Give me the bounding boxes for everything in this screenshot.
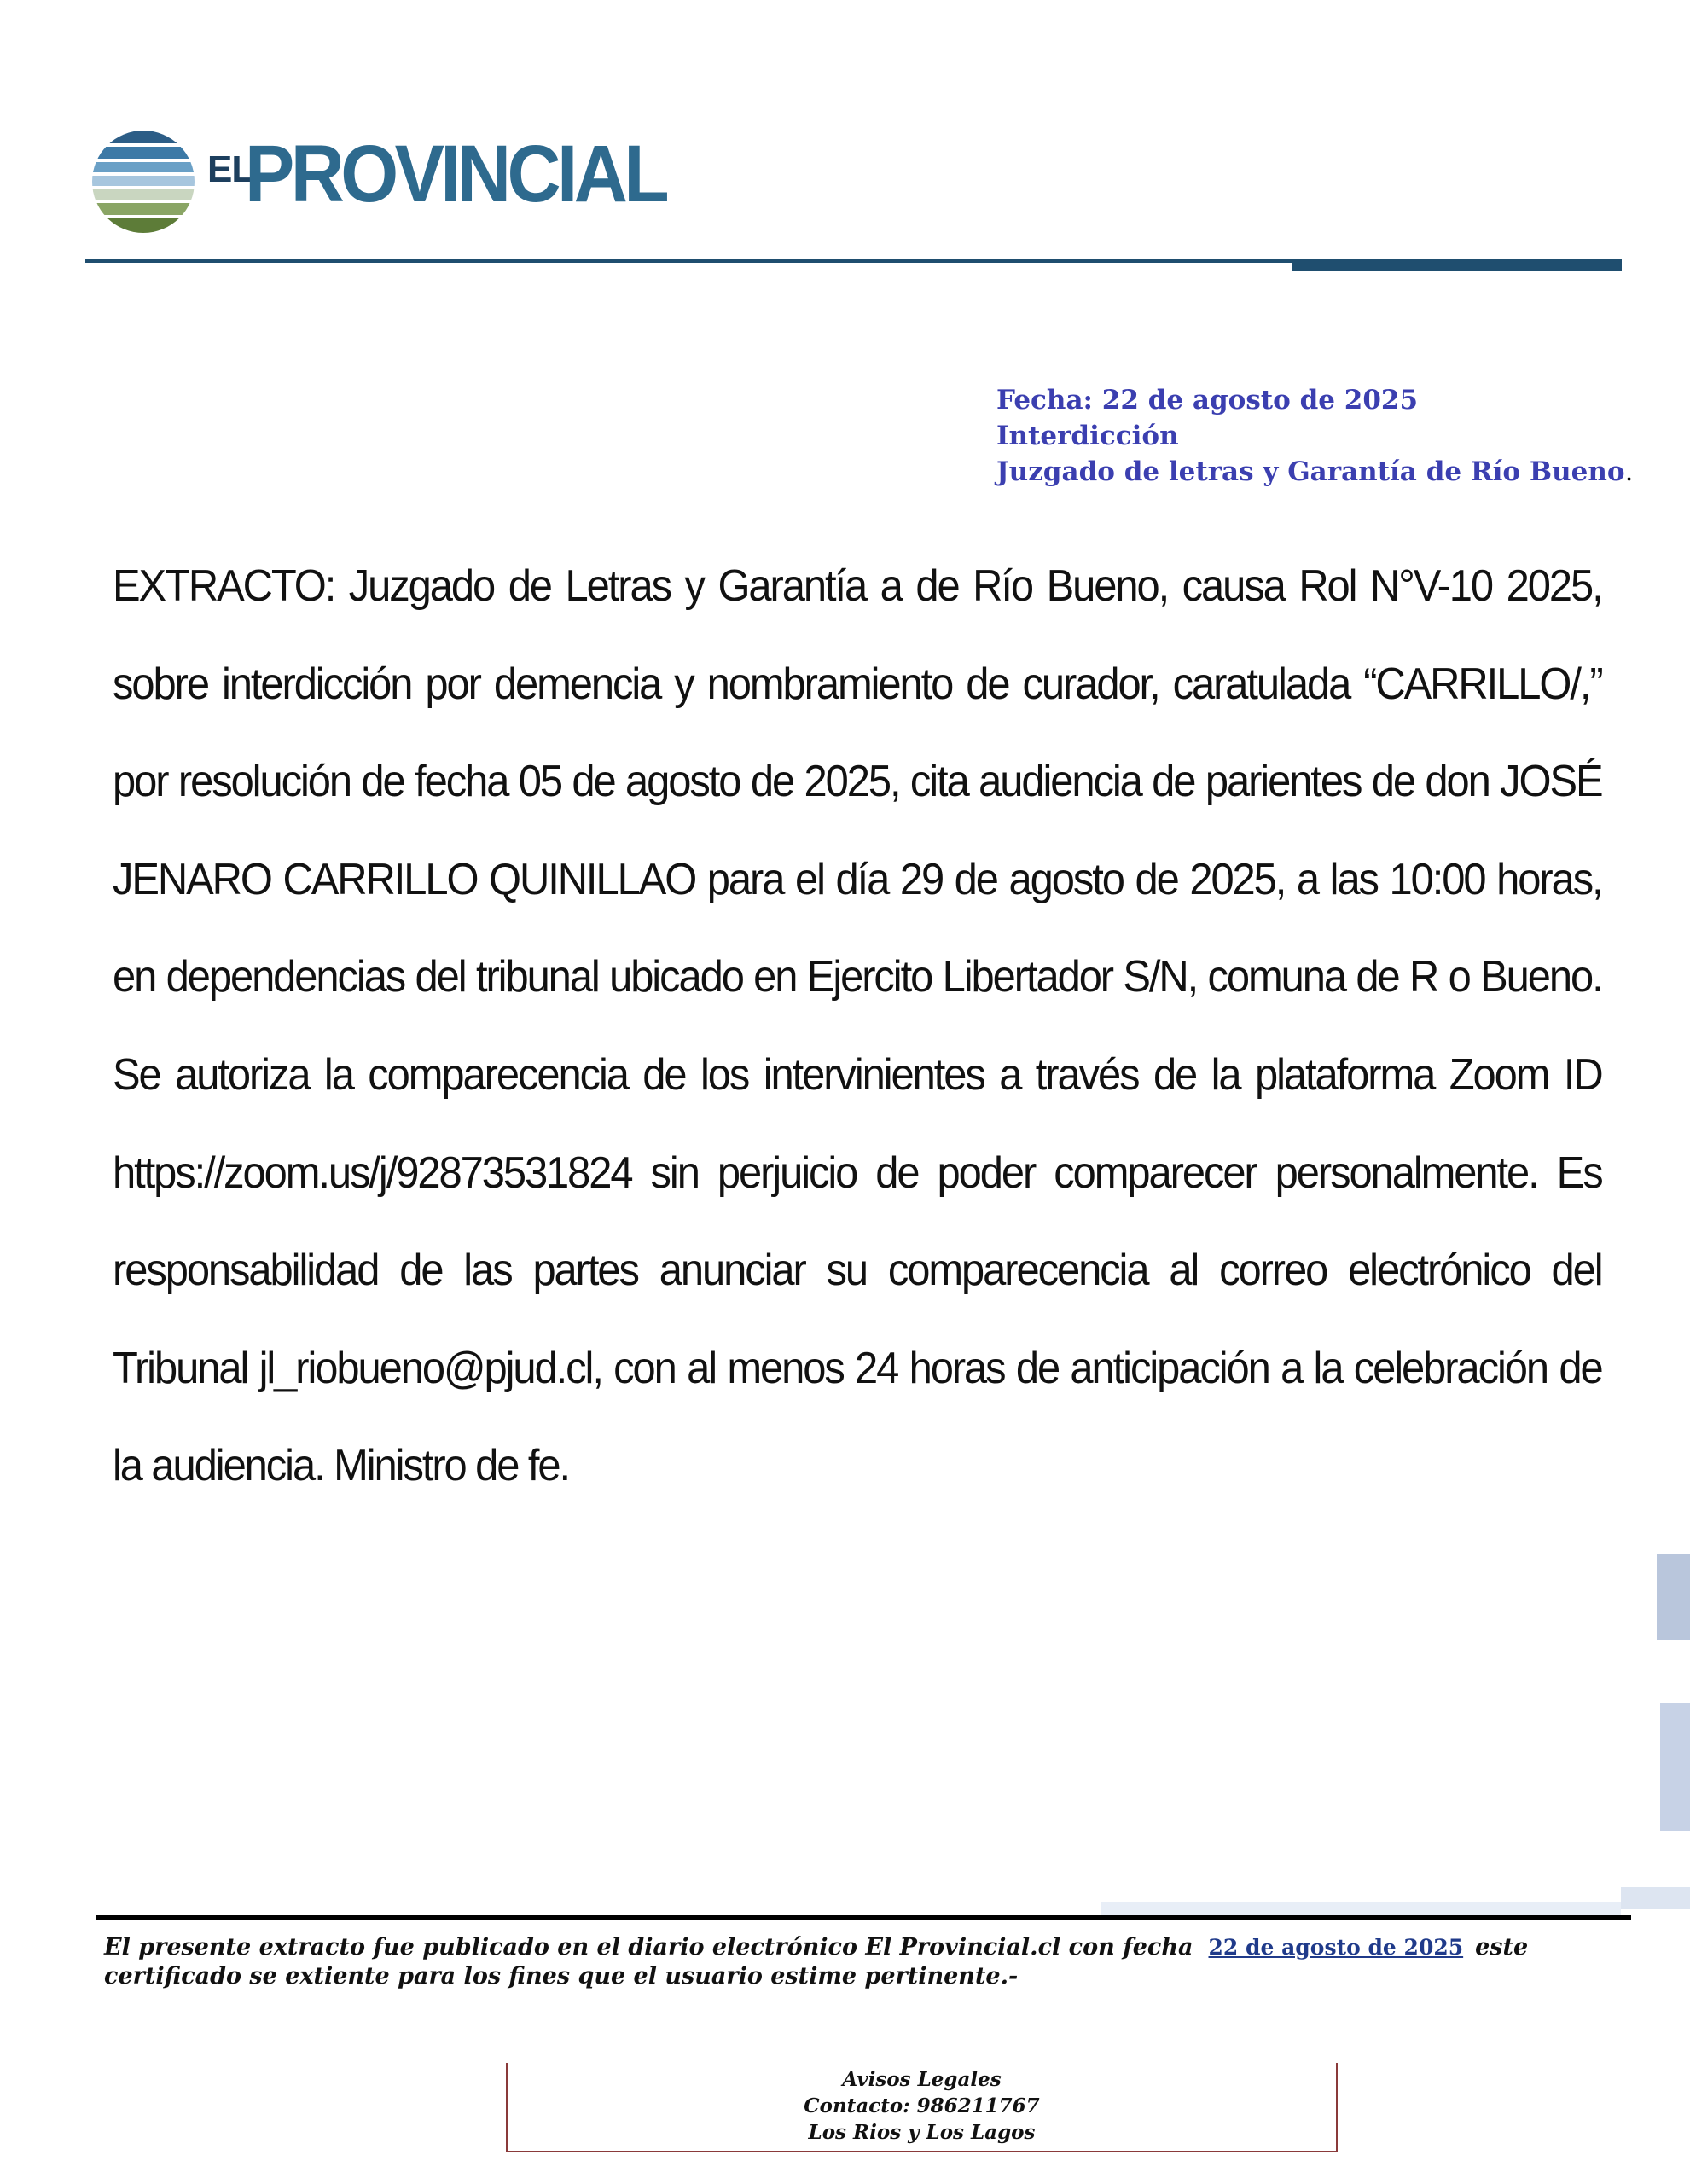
- logo-prefix: EL: [207, 148, 254, 190]
- notice-subject: Interdicción: [996, 421, 1179, 451]
- publication-date: 22 de agosto de 2025: [1208, 1935, 1464, 1960]
- el-provincial-logo: [90, 126, 670, 237]
- decorative-side-bar: [1660, 1703, 1690, 1831]
- publication-certificate: El presente extracto fue publicado en el diario electrónico El Provincial.cl con fecha 22 de agosto de 2025 este certificado se extiente para los fines que el usuario estime pertinente.-: [104, 1934, 1529, 1989]
- footer-divider: [96, 1915, 1631, 1920]
- globe-logo-icon: [90, 128, 197, 235]
- notice-date: Fecha: 22 de agosto de 2025: [996, 385, 1419, 415]
- legal-extract-text: EXTRACTO: Juzgado de Letras y Garantía a de Río Bueno, causa Rol N°V-10 2025, sobre interdicción por demencia y nombramiento de curador, caratulada “CARRILLO/,” por resolución de fecha 05 de agosto de 2025, cita audiencia de parientes de don JOSÉ JENARO CARRILLO QUINILLAO para el día 29 de agosto de 2025, a las 10:00 horas, en dependencias del tribunal ubicado en Ejercito Libertador S/N, comuna de R o Bueno. Se autoriza la comparecencia de los intervinientes a través de la plataforma Zoom ID https://zoom.us/j/92873531824 sin perjuicio de poder comparecer personalmente. Es responsabilidad de las partes anunciar su comparecencia al correo electrónico del Tribunal jl_riobueno@pjud.cl, con al menos 24 horas de anticipación a la celebración de la audiencia. Ministro de fe.: [113, 561, 1602, 1491]
- contact-phone: Contacto: 986211767: [804, 2094, 1040, 2117]
- contact-box: [506, 2063, 1338, 2152]
- notice-metadata: [996, 382, 1633, 490]
- contact-region: Los Rios y Los Lagos: [808, 2121, 1036, 2144]
- contact-title: Avisos Legales: [842, 2068, 1002, 2091]
- header-divider: [85, 259, 1297, 263]
- legal-extract: [113, 537, 1602, 1515]
- decorative-side-bar: [1657, 1554, 1690, 1640]
- notice-court: Juzgado de letras y Garantía de Río Bueno.: [996, 456, 1634, 487]
- decorative-side-bar: [1621, 1887, 1690, 1909]
- header-divider-accent: [1292, 259, 1622, 271]
- logo-name: PROVINCIAL: [245, 129, 666, 219]
